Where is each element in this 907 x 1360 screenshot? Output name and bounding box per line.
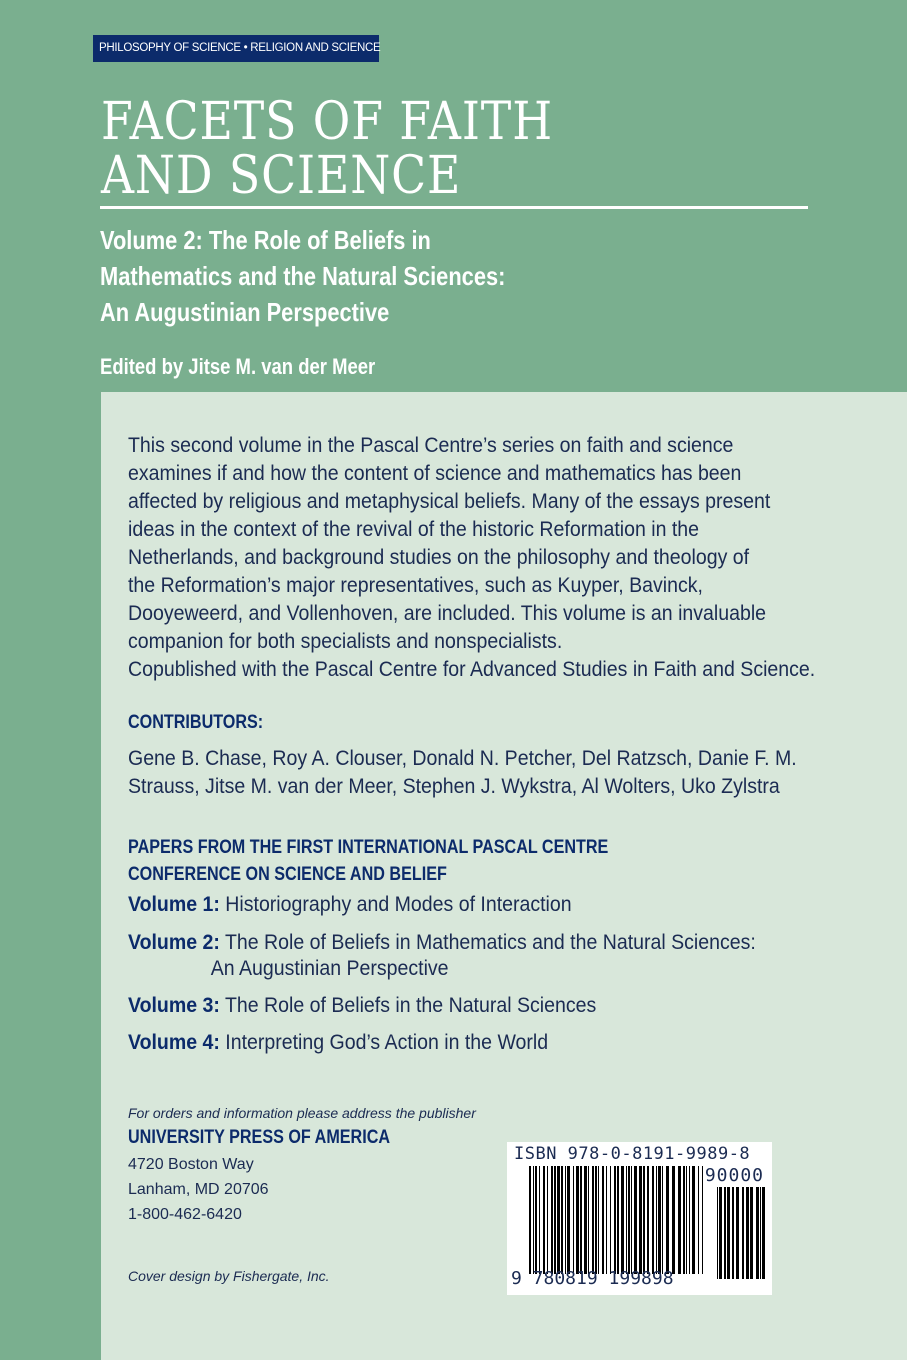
barcode-bar xyxy=(666,1166,669,1274)
barcode-bar xyxy=(760,1187,761,1279)
barcode-bar xyxy=(719,1187,722,1279)
addon-barcode-bars xyxy=(717,1187,767,1279)
volume-title-continued: An Augustinian Perspective xyxy=(210,957,449,980)
barcode-bar xyxy=(573,1166,574,1274)
book-title xyxy=(101,92,553,206)
publisher-name: UNIVERSITY PRESS OF AMERICA xyxy=(128,1127,391,1148)
barcode-bar xyxy=(656,1166,657,1274)
barcode-bar xyxy=(647,1166,649,1274)
barcode-bar xyxy=(678,1166,681,1274)
barcode-bar xyxy=(756,1187,759,1279)
barcode-bar xyxy=(592,1166,594,1274)
barcode-bar xyxy=(588,1166,589,1274)
barcode-bar xyxy=(547,1166,548,1274)
barcode-bar xyxy=(554,1166,556,1274)
contributors-list xyxy=(128,745,797,801)
barcode-bar xyxy=(533,1166,534,1274)
barcode-bar xyxy=(727,1187,730,1279)
publisher-address xyxy=(128,1152,269,1227)
barcode-bar xyxy=(595,1166,597,1274)
volume-label: Volume 4: xyxy=(128,1031,220,1054)
barcode-bar xyxy=(606,1166,607,1274)
description-line: Copublished with the Pascal Centre for Advanced Studies in Faith and Science. xyxy=(128,658,816,681)
barcode-bar xyxy=(543,1166,545,1274)
title-line: FACETS OF FAITH xyxy=(101,92,553,152)
volume-label: Volume 1: xyxy=(128,893,220,916)
barcode-bar xyxy=(567,1166,570,1274)
barcode-bar xyxy=(610,1166,611,1274)
barcode-bar xyxy=(658,1166,661,1274)
description-line: ideas in the context of the revival of the historic Reformation in the xyxy=(128,518,700,541)
orders-note: For orders and information please address the publisher xyxy=(128,1105,476,1121)
barcode-bar xyxy=(662,1166,663,1274)
subtitle xyxy=(100,222,505,330)
barcode-bar xyxy=(539,1166,540,1274)
barcode-bar xyxy=(717,1187,718,1279)
barcode-bar xyxy=(580,1166,582,1274)
volume-label: Volume 2: xyxy=(128,931,220,954)
subtitle-line: An Augustinian Perspective xyxy=(100,297,390,327)
barcode-bar xyxy=(626,1166,627,1274)
description-line: Dooyeweerd, and Vollenhoven, are included. This volume is an invaluable xyxy=(128,602,767,625)
barcode-bar xyxy=(692,1166,695,1274)
volume-item xyxy=(128,930,756,982)
barcode-bar xyxy=(584,1166,587,1274)
barcode-bar xyxy=(598,1166,599,1274)
volume-title: The Role of Beliefs in Mathematics and the Natural Sciences: xyxy=(219,931,756,954)
barcode-bar xyxy=(689,1166,690,1274)
volume-item xyxy=(128,892,572,918)
papers-heading-line: PAPERS FROM THE FIRST INTERNATIONAL PASCAL CENTRE xyxy=(128,837,609,858)
description-line: examines if and how the content of science and mathematics has been xyxy=(128,462,742,485)
phone-number: 1-800-462-6420 xyxy=(128,1206,242,1223)
subtitle-line: Volume 2: The Role of Beliefs in xyxy=(100,225,431,255)
barcode-bar xyxy=(631,1166,632,1274)
barcode-bars xyxy=(529,1166,705,1274)
barcode-bar xyxy=(750,1187,753,1279)
contributors-line: Gene B. Chase, Roy A. Clouser, Donald N. Petcher, Del Ratzsch, Danie F. M. xyxy=(128,747,797,770)
barcode-bar xyxy=(634,1166,637,1274)
title-rule xyxy=(100,206,808,209)
barcode-bar xyxy=(643,1166,645,1274)
address-line: Lanham, MD 20706 xyxy=(128,1181,269,1198)
barcode-bar xyxy=(565,1166,566,1274)
papers-heading xyxy=(128,834,608,888)
subtitle-line: Mathematics and the Natural Sciences: xyxy=(100,261,506,291)
barcode-bar xyxy=(551,1166,553,1274)
contributors-heading: CONTRIBUTORS: xyxy=(128,712,264,733)
barcode-bar xyxy=(736,1187,739,1279)
barcode-bar xyxy=(557,1166,560,1274)
description xyxy=(128,432,815,684)
barcode-bar xyxy=(724,1187,726,1279)
barcode-bar xyxy=(576,1166,579,1274)
description-line: affected by religious and metaphysical beliefs. Many of the essays present xyxy=(128,490,771,513)
contributors-line: Strauss, Jitse M. van der Meer, Stephen J. Wykstra, Al Wolters, Uko Zylstra xyxy=(128,775,780,798)
barcode-bar xyxy=(672,1166,675,1274)
barcode-bar xyxy=(742,1187,744,1279)
volume-item xyxy=(128,1030,548,1056)
price-addon-text: 90000 xyxy=(704,1165,764,1186)
barcode-bar xyxy=(762,1187,765,1279)
barcode-bar xyxy=(639,1166,642,1274)
ean-text: 9 780819 199898 xyxy=(511,1268,674,1289)
series-label: PHILOSOPHY OF SCIENCE • RELIGION AND SCIENCE xyxy=(93,35,379,62)
isbn-barcode xyxy=(507,1142,772,1295)
barcode-bar xyxy=(561,1166,563,1274)
volume-label: Volume 3: xyxy=(128,994,220,1017)
barcode-bar xyxy=(732,1187,734,1279)
cover-credit: Cover design by Fishergate, Inc. xyxy=(128,1268,330,1284)
volume-item xyxy=(128,993,596,1019)
description-line: Netherlands, and background studies on the philosophy and theology of xyxy=(128,546,750,569)
barcode-bar xyxy=(686,1166,687,1274)
barcode-bar xyxy=(614,1166,616,1274)
address-line: 4720 Boston Way xyxy=(128,1156,254,1173)
barcode-bar xyxy=(698,1166,699,1274)
description-line: This second volume in the Pascal Centre’s series on faith and science xyxy=(128,434,734,457)
barcode-bar xyxy=(535,1166,537,1274)
papers-heading-line: CONFERENCE ON SCIENCE AND BELIEF xyxy=(128,864,447,885)
barcode-bar xyxy=(683,1166,685,1274)
volume-title: Interpreting God’s Action in the World xyxy=(219,1031,549,1054)
isbn-text: ISBN 978-0-8191-9989-8 xyxy=(514,1144,751,1164)
editor-credit: Edited by Jitse M. van der Meer xyxy=(100,354,376,379)
volume-title: The Role of Beliefs in the Natural Sciences xyxy=(219,994,597,1017)
title-line: AND SCIENCE xyxy=(101,146,462,206)
barcode-bar xyxy=(602,1166,604,1274)
barcode-bar xyxy=(702,1166,703,1274)
barcode-bar xyxy=(529,1166,531,1274)
description-line: companion for both specialists and nonspecialists. xyxy=(128,630,563,653)
barcode-bar xyxy=(746,1187,749,1279)
barcode-bar xyxy=(628,1166,630,1274)
barcode-bar xyxy=(621,1166,624,1274)
volume-title: Historiography and Modes of Interaction xyxy=(219,893,572,916)
description-line: the Reformation’s major representatives, such as Kuyper, Bavinck, xyxy=(128,574,703,597)
barcode-bar xyxy=(652,1166,654,1274)
barcode-bar xyxy=(617,1166,619,1274)
